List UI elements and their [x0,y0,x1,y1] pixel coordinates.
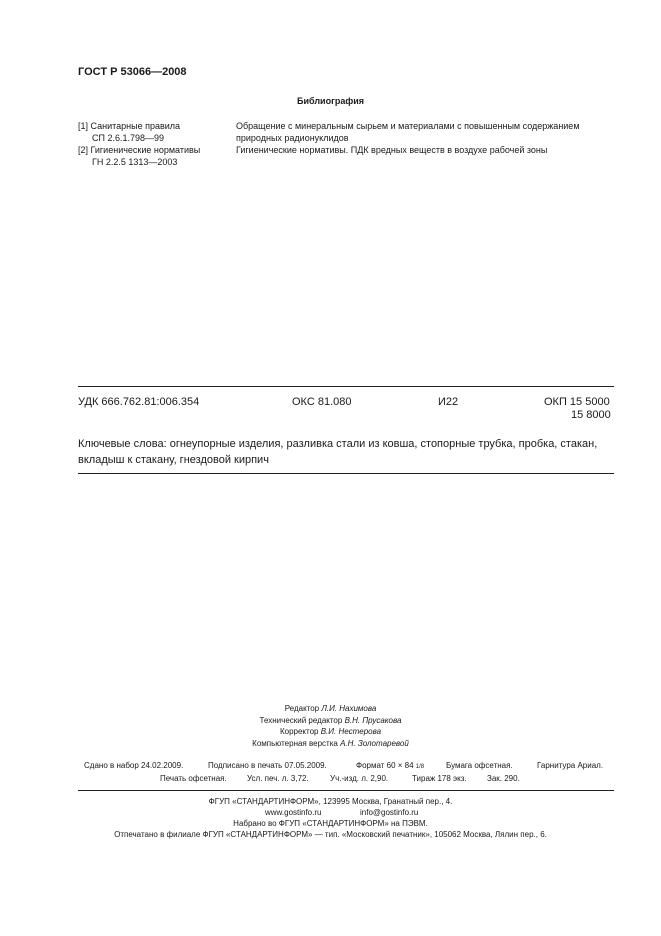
credit-corrector [0,726,661,737]
publisher-email: info@gostinfo.ru [360,808,419,817]
divider-imprint [78,790,614,791]
udk-code: УДК 666.762.81:006.354 [78,396,200,408]
paper-type: Бумага офсетная. [446,761,513,770]
entry-text: Гигиенические нормативы. ПДК вредных веществ в воздухе рабочей зоны [236,145,548,155]
credit-name: Л.И. Нахимова [321,704,377,713]
submitted-date: Сдано в набор 24.02.2009. [84,761,184,770]
credit-role: Редактор [284,704,320,713]
format-fraction: 1/8 [415,764,425,770]
credit-name: А.Н. Золотаревой [340,739,409,748]
credit-tech-editor [0,715,661,726]
entry-text: Обращение с минеральным сырьем и материалами с повышенным содержанием [236,121,580,131]
print-sheets: Усл. печ. л. 3,72. [247,774,309,783]
credit-role: Технический редактор [259,716,343,725]
publisher-address: ФГУП «СТАНДАРТИНФОРМ», 123995 Москва, Гранатный пер., 4. [208,797,453,806]
keywords-line: вкладыш к стакану, гнездовой кирпич [78,454,269,466]
credit-role: Корректор [279,727,319,736]
entry-ref: [1] Санитарные правила [78,121,181,131]
group-code: И22 [438,396,459,408]
keywords [78,436,614,468]
entry-code: ГН 2.2.5 1313—2003 [92,157,178,167]
credit-layout [0,738,661,749]
credit-name: В.И. Нестерова [320,727,382,736]
credit-editor [0,703,661,714]
signed-date: Подписано в печать 07.05.2009. [208,761,327,770]
typeset-note: Набрано во ФГУП «СТАНДАРТИНФОРМ» на ПЭВМ. [233,819,428,828]
credit-role: Компьютерная верстка [252,739,338,748]
printed-note: Отпечатано в филиале ФГУП «СТАНДАРТИНФОРМ» — тип. «Московский печатник», 105062 Москва, Лялин пер., 6. [114,830,547,839]
divider-bottom [78,473,614,474]
format: Формат 60 × 84 1/8 [356,761,425,770]
print-type: Печать офсетная. [160,774,227,783]
document-header: ГОСТ Р 53066—2008 [78,66,187,78]
keywords-line: Ключевые слова: огнеупорные изделия, разливка стали из ковша, стопорные трубка, пробка, стакан, [78,438,598,450]
publisher-website: www.gostinfo.ru [265,808,322,817]
okp-code-extra: 15 8000 [571,409,611,421]
typeface: Гарнитура Ариал. [537,761,604,770]
bibliography-title: Библиография [297,96,364,106]
print-run: Тираж 178 экз. [412,774,467,783]
order-number: Зак. 290. [487,774,520,783]
entry-text: природных радионуклидов [236,133,349,143]
divider-top [78,386,614,387]
oks-code: ОКС 81.080 [292,396,352,408]
entry-code: СП 2.6.1.798—99 [92,133,165,143]
credit-name: В.Н. Прусакова [344,716,402,725]
entry-ref: [2] Гигиенические нормативы [78,145,201,155]
publ-sheets: Уч.-изд. л. 2,90. [330,774,389,783]
okp-code: ОКП 15 5000 [544,396,610,408]
